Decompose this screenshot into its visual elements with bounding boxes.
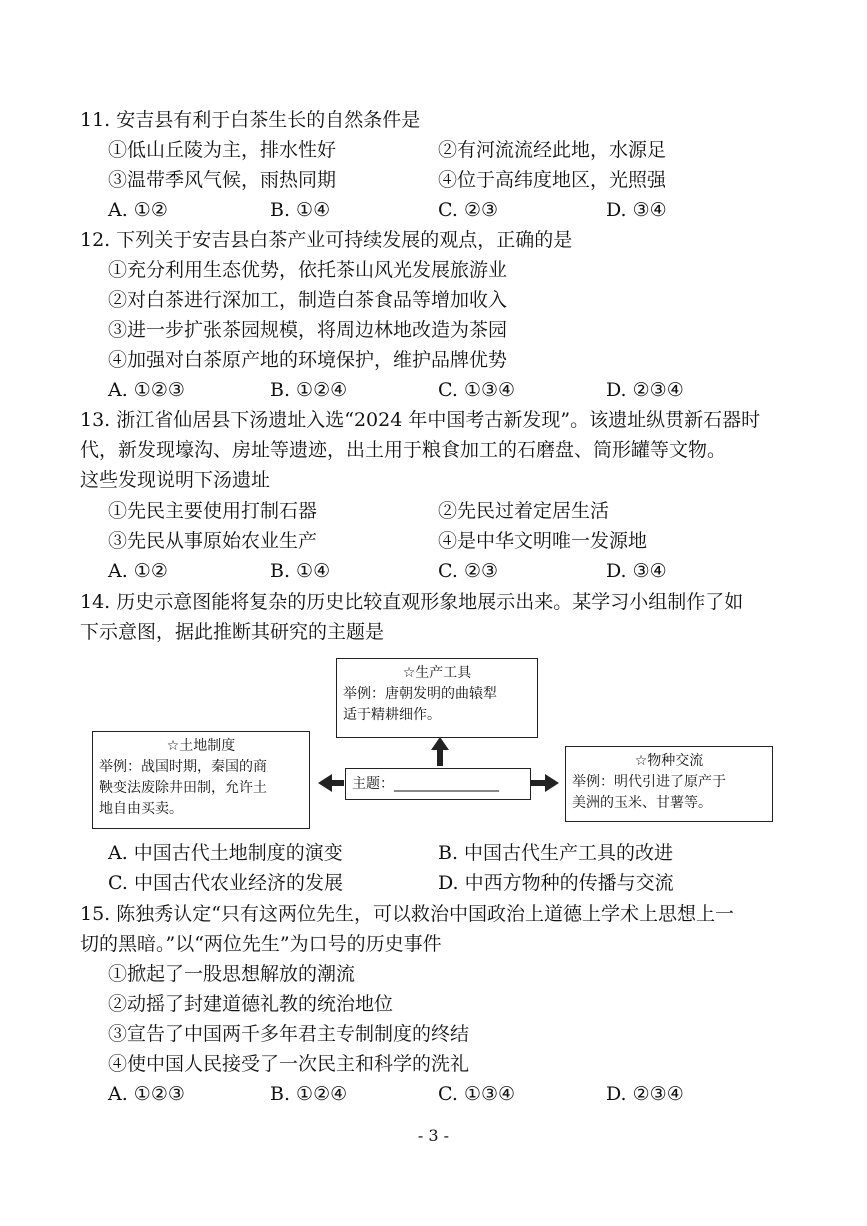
q11-stem: 11. 安吉县有利于白茶生长的自然条件是 [80,109,421,131]
q15-item-4: ④使中国人民接受了一次民主和科学的洗礼 [108,1053,470,1075]
q15-option-c: C. ①③④ [438,1083,516,1105]
q13-stem-line-3: 这些发现说明下汤遗址 [80,469,271,491]
q11-item-3: ③温带季风气候，雨热同期 [108,169,337,191]
q12-option-b: B. ①②④ [270,379,348,401]
diagram-center-theme-text: 主题：_______________ [352,776,499,792]
diagram-box-text: 美洲的玉米、甘薯等。 [572,795,712,811]
q14-stem-line-2: 下示意图，据此推断其研究的主题是 [80,621,385,643]
q15-option-b: B. ①②④ [270,1083,348,1105]
arrow-right-shaft [531,780,547,786]
q14-option-a: A. 中国古代土地制度的演变 [108,842,343,864]
q13-option-d: D. ③④ [606,560,667,582]
q12-item-3: ③进一步扩张茶园规模，将周边林地改造为茶园 [108,319,508,341]
diagram-box-text: 举例：唐朝发明的曲辕犁 [343,686,497,702]
page-number: - 3 - [417,1126,450,1145]
q13-option-c: C. ②③ [438,560,499,582]
diagram-box-text: 适于精耕细作。 [343,707,441,723]
arrow-right-head [545,774,559,792]
q13-option-a: A. ①② [108,560,168,582]
q14-option-d: D. 中西方物种的传播与交流 [438,872,674,894]
q13-item-4: ④是中华文明唯一发源地 [438,530,648,552]
arrow-up-shaft [437,748,443,766]
q12-option-c: C. ①③④ [438,379,516,401]
q12-item-1: ①充分利用生态优势，依托茶山风光发展旅游业 [108,259,508,281]
q11-option-c: C. ②③ [438,199,499,221]
diagram-box-title: ☆生产工具 [402,665,472,681]
diagram-box-title: ☆物种交流 [634,753,704,769]
q15-option-a: A. ①②③ [108,1083,185,1105]
q11-option-a: A. ①② [108,199,168,221]
q15-stem-line-1: 15. 陈独秀认定“只有这两位先生，可以救治中国政治上道德上学术上思想上一 [80,903,734,925]
diagram-box-text: 举例：战国时期，秦国的商 [99,759,267,775]
q11-option-d: D. ③④ [606,199,667,221]
q13-item-2: ②先民过着定居生活 [438,500,610,522]
diagram-box-title: ☆土地制度 [166,738,236,754]
q14-option-b: B. 中国古代生产工具的改进 [438,842,674,864]
q15-item-1: ①掀起了一股思想解放的潮流 [108,963,356,985]
q11-item-2: ②有河流流经此地，水源足 [438,139,667,161]
q15-item-3: ③宣告了中国两千多年君主专制制度的终结 [108,1023,470,1045]
q12-item-4: ④加强对白茶原产地的环境保护，维护品牌优势 [108,349,508,371]
q14-stem-line-1: 14. 历史示意图能将复杂的历史比较直观形象地展示出来。某学习小组制作了如 [80,591,744,613]
q12-option-a: A. ①②③ [108,379,185,401]
diagram-box-text: 地自由买卖。 [99,801,183,817]
q11-item-4: ④位于高纬度地区，光照强 [438,169,667,191]
q12-stem: 12. 下列关于安吉县白茶产业可持续发展的观点，正确的是 [80,229,573,251]
q15-stem-line-2: 切的黑暗。”以“两位先生”为口号的历史事件 [80,933,442,955]
q13-item-3: ③先民从事原始农业生产 [108,530,318,552]
arrow-left-shaft [330,780,344,786]
arrow-up-head [431,737,449,750]
q11-item-1: ①低山丘陵为主，排水性好 [108,139,337,161]
diagram-box-text: 鞅变法废除井田制，允许土 [99,780,267,796]
q13-stem-line-1: 13. 浙江省仙居县下汤遗址入选“2024 年中国考古新发现”。该遗址纵贯新石器时 [80,409,761,431]
q12-item-2: ②对白茶进行深加工，制造白茶食品等增加收入 [108,289,508,311]
q13-stem-line-2: 代，新发现壕沟、房址等遗迹，出土用于粮食加工的石磨盘、筒形罐等文物。 [80,439,727,461]
q14-option-c: C. 中国古代农业经济的发展 [108,872,343,894]
q15-item-2: ②动摇了封建道德礼教的统治地位 [108,993,394,1015]
arrow-left-head [318,774,332,792]
q12-option-d: D. ②③④ [606,379,684,401]
diagram-box-text: 举例：明代引进了原产于 [572,774,726,790]
q13-option-b: B. ①④ [270,560,331,582]
q13-item-1: ①先民主要使用打制石器 [108,500,318,522]
q15-option-d: D. ②③④ [606,1083,684,1105]
q11-option-b: B. ①④ [270,199,331,221]
